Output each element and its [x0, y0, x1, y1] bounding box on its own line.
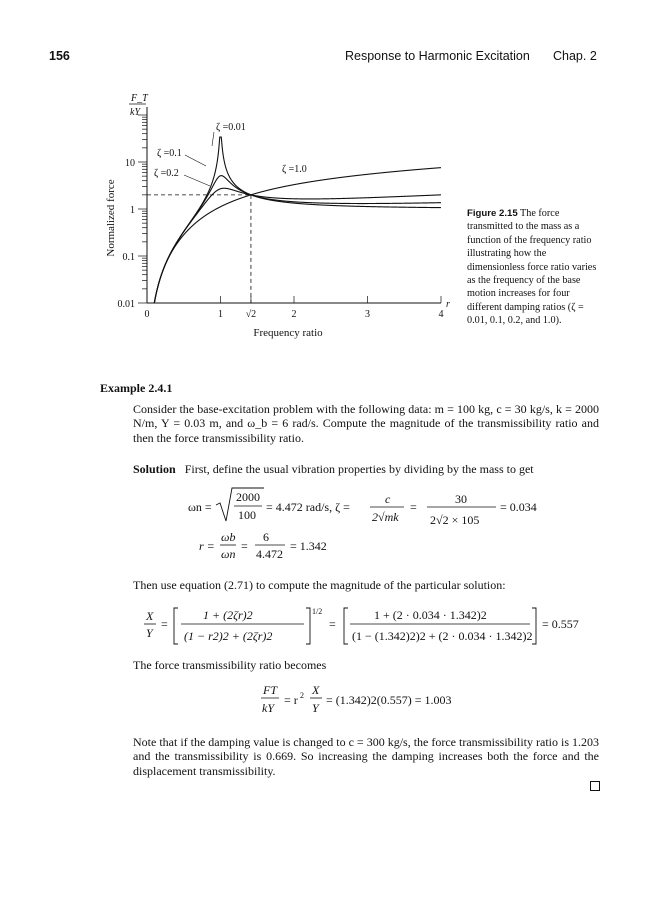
eq1-z-num: c: [385, 492, 391, 506]
page-number: 156: [49, 49, 70, 63]
eq1-wn-num: 2000: [236, 490, 260, 504]
svg-text:=: =: [410, 500, 417, 514]
eq2-den2: 4.472: [256, 547, 283, 561]
text-eq4: The force transmissibility ratio becomes: [133, 658, 327, 672]
eq2-num1: ωb: [221, 530, 236, 544]
x-tick-label: 3: [365, 309, 370, 320]
x-tick-label: 1: [218, 309, 223, 320]
eq2-den1: ωn: [221, 547, 236, 561]
y-tick-label: 1: [130, 205, 135, 216]
series-leader-line: [185, 155, 206, 166]
series-label: ζ =0.2: [154, 168, 179, 179]
text-eq3: Then use equation (2.71) to compute the magnitude of the particular solution:: [133, 578, 506, 592]
y-axis-symbol-num: F_T: [131, 93, 148, 104]
svg-text:X: X: [312, 683, 320, 697]
eq1-wn-val: = 4.472 rad/s, ζ =: [266, 500, 350, 514]
caption-text: The force transmitted to the mass as a function of the frequency ratio illustrating how the dimensionless force ratio varies as the frequency of the base motion increases for four different damping ratios (ζ = 0.01, 0.1, 0.2, and 1.0).: [467, 208, 597, 327]
eq1-z-den: 2√mk: [372, 510, 399, 524]
eq2-lhs: r =: [199, 539, 215, 553]
series-leader-line: [212, 132, 214, 146]
solution-intro: First, define the usual vibration properties by dividing by the mass to get: [184, 462, 534, 476]
svg-text:2: 2: [300, 691, 304, 700]
series-leader-line: [184, 175, 210, 186]
eq1-wn-den: 100: [238, 508, 256, 522]
svg-text:1/2: 1/2: [312, 607, 323, 616]
curve-zeta-0: [154, 137, 441, 303]
chart-axes: [147, 107, 441, 303]
solution-paragraph: [133, 462, 599, 476]
eq3-num-sub: 1 + (2 · 0.034 · 1.342)2: [374, 608, 487, 622]
y-tick-label: 10: [125, 158, 135, 169]
eq1-z-val: = 0.034: [500, 500, 537, 514]
x-tick-label: 0: [144, 309, 150, 320]
example-problem: Consider the base-excitation problem with the following data: m = 100 kg, c = 30 kg/s, k = 2000 N/m, Y = 0.03 m, and ω_b = 6 rad/s. Compute the magnitude of the transmissibility ratio and then the force transmissibility ratio.: [133, 402, 599, 445]
chart-ticks: [138, 115, 441, 303]
x-axis-label: Frequency ratio: [253, 327, 323, 339]
eq4-rhs: = (1.342)2(0.557) = 1.003: [326, 693, 452, 707]
solution-label: Solution: [133, 462, 176, 476]
eq2-num2: 6: [263, 530, 269, 544]
example-title: Example 2.4.1: [100, 381, 173, 395]
series-label: ζ =0.01: [216, 122, 246, 133]
y-tick-label: 0.1: [122, 252, 135, 263]
eq2-val: = 1.342: [290, 539, 327, 553]
eq3-den: (1 − r2)2 + (2ζr)2: [184, 629, 273, 643]
svg-text:=: =: [161, 617, 168, 631]
x-tick-label: 4: [438, 309, 444, 320]
curve-zeta-2: [154, 188, 441, 303]
figure-caption: [467, 207, 602, 328]
eq3-den-sub: (1 − (1.342)2)2 + (2 · 0.034 · 1.342)2: [352, 629, 533, 643]
x-tick-label: √2: [245, 309, 257, 320]
eq3-num: 1 + (2ζr)2: [203, 608, 253, 622]
eq1-z-den2: 2√2 × 105: [430, 513, 480, 527]
chart-labels: [105, 93, 450, 339]
running-title: Response to Harmonic Excitation: [345, 49, 530, 63]
svg-text:=: =: [241, 539, 248, 553]
series-label: ζ =1.0: [282, 164, 307, 175]
svg-text:Y: Y: [312, 701, 319, 715]
eq4-lhs-num: FT: [263, 683, 278, 697]
x-tick-label: 2: [291, 309, 297, 320]
eq3-lhs-den: Y: [146, 626, 153, 640]
y-tick-label: 0.01: [117, 299, 135, 310]
end-of-example-box: [590, 781, 600, 791]
x-axis-symbol: r: [446, 299, 450, 310]
eq3-val: = 0.557: [542, 617, 579, 631]
eq3-lhs-num: X: [146, 609, 154, 623]
y-axis-symbol-den: kY: [130, 107, 140, 118]
eq1-wn-lhs: ωn =: [188, 500, 212, 514]
eq1-z-num2: 30: [455, 492, 467, 506]
series-label: ζ =0.1: [157, 148, 182, 159]
eq4-lhs-den: kY: [262, 701, 274, 715]
svg-text:=: =: [329, 617, 336, 631]
caption-label: Figure 2.15: [467, 208, 518, 219]
note-paragraph: Note that if the damping value is changed to c = 300 kg/s, the force transmissibility ratio is 1.203 and the transmissibility is 0.669. So increasing the damping increases both the force and the displacement transmissibility.: [133, 735, 600, 778]
curve-zeta-3: [154, 168, 441, 303]
chapter-label: Chap. 2: [553, 49, 597, 63]
svg-text:= r: = r: [284, 693, 298, 707]
chart-curves: [154, 137, 441, 303]
y-axis-label: Normalized force: [105, 179, 117, 257]
